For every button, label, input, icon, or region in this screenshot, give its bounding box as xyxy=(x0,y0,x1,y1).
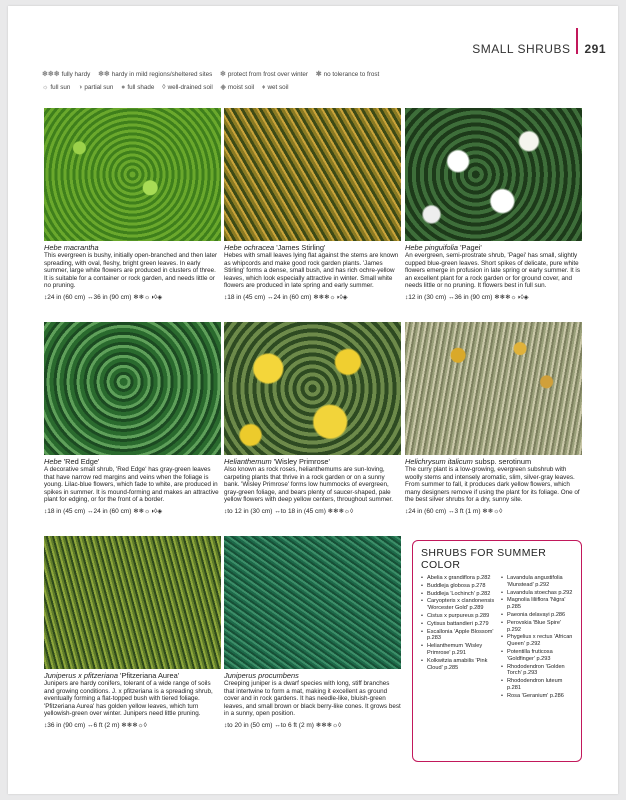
summer-color-box xyxy=(412,540,582,762)
symbol-legend xyxy=(42,68,385,94)
list-item: • Kolkwitzia amabilis 'Pink Cloud' p.285 xyxy=(427,658,495,672)
plant-size-info: ↕18 in (45 cm) ↔24 in (60 cm) ❄❄❄☼◑◊◈ xyxy=(224,293,348,301)
list-item: • Potentilla fruticosa 'Goldfinger' p.293 xyxy=(507,649,575,663)
list-item: • Rhododendron luteum p.281 xyxy=(507,678,575,692)
box-column-left xyxy=(419,575,495,701)
plant-card xyxy=(224,322,401,515)
box-title: SHRUBS FOR SUMMER COLOR xyxy=(421,547,547,571)
plant-description: Creeping juniper is a dwarf species with long, stiff branches that intertwine to form a mat, making it excellent as ground cover and in rock gardens. It has needle-like, bluish-green leaves, and small brown or black berry-like cones. It grows best in a sunny, open position. xyxy=(224,680,401,718)
legend-item: ❄ protect from frost over winter xyxy=(220,71,309,78)
list-item: • Helianthemum 'Wisley Primrose' p.291 xyxy=(427,643,495,657)
plant-title: Hebe macrantha xyxy=(44,243,99,252)
list-item: • Perovskia 'Blue Spire' p.292 xyxy=(507,620,575,634)
plant-size-info: ↕24 in (60 cm) ↔3 ft (1 m) ❄❄☼◊ xyxy=(405,507,503,515)
drop-icon: ◊ xyxy=(162,84,166,91)
section-title: SMALL SHRUBS xyxy=(472,42,571,56)
plant-description: This evergreen is bushy, initially open-branched and then later spreading, with oval, fleshy, bright green leaves. In early summer, large white flowers are produced in clusters of three. It is suitable for a container or rock garden, and needs little or no pruning. xyxy=(44,252,218,290)
snowflake-icon: ❄ xyxy=(220,71,226,78)
plant-size-info: ↕12 in (30 cm) ↔36 in (90 cm) ❄❄❄☼◑◊◈ xyxy=(405,293,529,301)
legend-item: ♦ wet soil xyxy=(261,84,289,91)
plant-card xyxy=(224,536,401,729)
plant-size-info: ↕18 in (45 cm) ↔24 in (60 cm) ❄❄☼◑◊◈ xyxy=(44,507,163,515)
plant-description: A decorative small shrub, 'Red Edge' has gray-green leaves that have narrow red margins and veins when the foliage is young. Lilac-blue flowers, which fade to white, are produced in spikes in summer. It is mound-forming and makes an attractive plant for edging, or for the front of a border. xyxy=(44,466,219,504)
list-item: • Cytisus battandieri p.279 xyxy=(427,621,495,628)
legend-item: ✱ no tolerance to frost xyxy=(315,71,380,78)
plant-size-info: ↕24 in (60 cm) ↔36 in (90 cm) ❄❄☼◑◊◈ xyxy=(44,293,163,301)
legend-row-conditions xyxy=(42,81,385,94)
snowflake-icon: ❄❄ xyxy=(98,71,110,78)
plant-title: Hebe pinguifolia 'Pagei' xyxy=(405,243,482,252)
legend-item: ☼ full sun xyxy=(42,84,71,91)
list-item: • Rosa 'Geranium' p.286 xyxy=(507,693,575,700)
plant-card xyxy=(405,108,582,301)
list-item: • Magnolia liliiflora 'Nigra' p.285 xyxy=(507,597,575,611)
plant-description: Junipers are hardy conifers, tolerant of a wide range of soils and growing conditions. J. x pfitzeriana is a spreading shrub, eventually forming a flat-topped bush with tiered foliage. 'Pfitzeriana Aurea' has golden yellow leaves, which turn yellowish-green over winter. Junipers need little pruning. xyxy=(44,680,213,718)
legend-item: ◑ partial sun xyxy=(78,84,114,91)
plant-photo xyxy=(224,108,401,241)
list-item: • Rhododendron 'Golden Torch' p.293 xyxy=(507,664,575,678)
plant-card xyxy=(44,322,221,515)
list-item: • Paeonia delavayi p.286 xyxy=(507,612,575,619)
sun-icon: ☼ xyxy=(42,84,49,91)
plant-title: Helichrysum italicum subsp. serotinum xyxy=(405,457,532,466)
drop-icon: ♦ xyxy=(261,84,266,91)
plant-photo xyxy=(224,322,401,455)
plant-size-info: ↕36 in (90 cm) ↔6 ft (2 m) ❄❄❄☼◊ xyxy=(44,721,147,729)
list-item: • Cistus x purpureus p.289 xyxy=(427,613,495,620)
box-column-right xyxy=(499,575,575,701)
frost-icon: ✱ xyxy=(315,71,322,78)
plant-photo xyxy=(405,108,582,241)
plant-photo xyxy=(44,536,221,669)
list-item: • Buddleja globosa p.278 xyxy=(427,583,495,590)
legend-row-hardiness xyxy=(42,68,385,81)
plant-title: Juniperus x pfitzeriana 'Pfitzeriana Aurea' xyxy=(44,671,180,680)
legend-item: ❄❄ hardy in mild regions/sheltered sites xyxy=(98,71,213,78)
snowflake-icon: ❄❄❄ xyxy=(42,71,60,78)
list-item: • Caryopteris x clandonensis 'Worcester Gold' p.289 xyxy=(427,598,495,612)
plant-description: The curry plant is a low-growing, evergreen subshrub with woolly stems and intensely aromatic, slim, silver-gray leaves. From summer to fall, it produces dark yellow flowers, which many designers remove if using the plant for its foliage. One of the best silver shrubs for a dry, sunny site. xyxy=(405,466,580,504)
plant-card xyxy=(224,108,401,301)
list-item: • Lavandula angustifolia 'Munstead' p.292 xyxy=(507,575,575,589)
legend-item: ◈ moist soil xyxy=(220,84,255,91)
page-header xyxy=(472,36,606,62)
shade-icon: ● xyxy=(121,84,126,91)
legend-item: ◊ well-drained soil xyxy=(162,84,213,91)
plant-card xyxy=(44,108,221,301)
plant-title: Juniperus procumbens xyxy=(224,671,299,680)
drop-icon: ◈ xyxy=(220,84,226,91)
legend-item: ❄❄❄ fully hardy xyxy=(42,71,91,78)
plant-photo xyxy=(44,108,221,241)
legend-item: ● full shade xyxy=(121,84,155,91)
list-item: • Abelia x grandiflora p.282 xyxy=(427,575,495,582)
plant-card xyxy=(405,322,582,515)
plant-title: Hebe ochracea 'James Stirling' xyxy=(224,243,326,252)
list-item: • Escallonia 'Apple Blossom' p.283 xyxy=(427,629,495,643)
plant-size-info: ↕to 20 in (50 cm) ↔to 6 ft (2 m) ❄❄❄☼◊ xyxy=(224,721,342,729)
plant-photo xyxy=(224,536,401,669)
plant-description: An evergreen, semi-prostrate shrub, 'Pagei' has small, slightly cupped blue-green leaves. Short spikes of delicate, pure white flowers emerge in profusion in late spring or early summer. It is an excellent plant for a rock garden or for ground cover, and needs little or no pruning. It flowers best in full sun. xyxy=(405,252,580,290)
plant-card xyxy=(44,536,221,729)
plant-photo xyxy=(405,322,582,455)
book-page xyxy=(8,6,618,794)
plant-size-info: ↕to 12 in (30 cm) ↔to 18 in (45 cm) ❄❄❄☼◊ xyxy=(224,507,354,515)
page-number: 291 xyxy=(584,42,606,56)
list-item: • Buddleja 'Lochinch' p.282 xyxy=(427,591,495,598)
plant-photo xyxy=(44,322,221,455)
header-divider xyxy=(576,28,578,54)
list-item: • Phygelius x rectus 'African Queen' p.292 xyxy=(507,634,575,648)
plant-title: Helianthemum 'Wisley Primrose' xyxy=(224,457,330,466)
plant-description: Also known as rock roses, helianthemums are sun-loving, carpeting plants that thrive in a rock garden or on a sunny bank. 'Wisley Primrose' forms low hummocks of evergreen, gray-green foliage, and bears plenty of saucer-shaped, pale yellow flowers with deep yellow centers, throughout summer. xyxy=(224,466,394,504)
list-item: • Lavandula stoechas p.292 xyxy=(507,590,575,597)
plant-title: Hebe 'Red Edge' xyxy=(44,457,100,466)
plant-description: Hebes with small leaves lying flat against the stems are known as whipcords and make good rock garden plants. 'James Stirling' forms a dense, small bush, and has rich ochre-yellow leaves, which look especially attractive in winter. Small white flowers are produced in late spring and early summer. xyxy=(224,252,399,290)
partial-sun-icon: ◑ xyxy=(78,84,83,91)
